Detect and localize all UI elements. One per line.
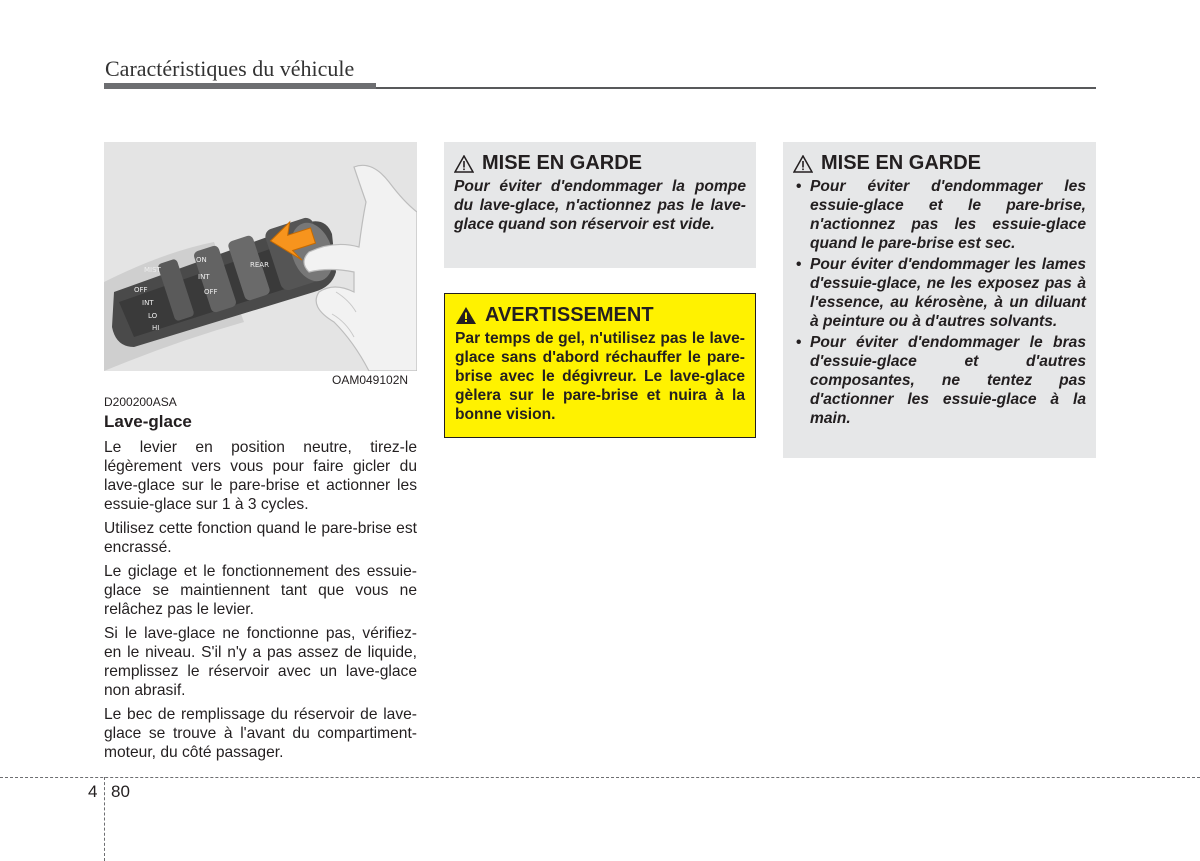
caution-title-row bbox=[793, 152, 1086, 175]
warning-text: Par temps de gel, n'utilisez pas le lave-glace sans d'abord réchauffer le pare-brise avec le dégivreur. Le lave-glace gèlera sur le pare-brise et nuira à la bonne vision. bbox=[455, 330, 745, 423]
warning-triangle-icon bbox=[793, 155, 813, 173]
label-int-2: INT bbox=[198, 273, 210, 281]
caution-title: MISE EN GARDE bbox=[482, 152, 643, 174]
warning-title: AVERTISSEMENT bbox=[485, 304, 654, 326]
label-on: ON bbox=[196, 256, 207, 264]
caution-box bbox=[444, 142, 756, 268]
wiper-lever-illustration bbox=[104, 142, 417, 371]
label-int: INT bbox=[142, 299, 154, 307]
caution-list bbox=[793, 177, 1086, 428]
label-hi: HI bbox=[152, 324, 160, 332]
label-off-2: OFF bbox=[204, 288, 218, 296]
page-number: 80 bbox=[111, 782, 130, 801]
list-item: • Pour éviter d'endommager les lames d'essuie-glace, ne les exposez pas à l'essence, au kérosène, à un diluant à peinture ou à d'autres solvants. bbox=[793, 255, 1086, 331]
warning-triangle-icon bbox=[454, 155, 474, 173]
header-rule-thin bbox=[376, 87, 1096, 89]
paragraph: Utilisez cette fonction quand le pare-brise est encrassé. bbox=[104, 520, 417, 556]
warning-triangle-icon bbox=[455, 306, 477, 325]
illustration-code: OAM049102N bbox=[332, 373, 409, 387]
header-title: Caractéristiques du véhicule bbox=[105, 56, 355, 81]
warning-box bbox=[444, 293, 756, 438]
caution-title: MISE EN GARDE bbox=[821, 152, 982, 174]
label-mist: MIST bbox=[144, 266, 161, 274]
paragraph: Le giclage et le fonctionnement des essuie-glace se maintiennent tant que vous ne relâchez pas le levier. bbox=[104, 563, 417, 618]
label-off: OFF bbox=[134, 286, 148, 294]
list-item: • Pour éviter d'endommager le bras d'essuie-glace et d'autres composantes, ne tentez pas d'actionner les essuie-glace à la main. bbox=[793, 333, 1086, 428]
section-heading: Lave-glace bbox=[104, 412, 192, 431]
chapter-number: 4 bbox=[88, 782, 98, 801]
paragraph: Si le lave-glace ne fonctionne pas, vérifiez-en le niveau. S'il n'y a pas assez de liquide, remplissez le réservoir avec un lave-glace non abrasif. bbox=[104, 625, 417, 699]
paragraph: Le levier en position neutre, tirez-le légèrement vers vous pour faire gicler du lave-glace sur le pare-brise et actionner les essuie-glace sur 1 à 3 cycles. bbox=[104, 439, 417, 513]
footer-vertical-divider bbox=[104, 777, 105, 861]
body-text bbox=[104, 438, 417, 767]
caution-text: Pour éviter d'endommager la pompe du lave-glace, n'actionnez pas le lave-glace quand son réservoir est vide. bbox=[454, 178, 746, 233]
label-lo: LO bbox=[148, 312, 158, 320]
paragraph: Le bec de remplissage du réservoir de lave-glace se trouve à l'avant du compartiment-moteur, du côté passager. bbox=[104, 706, 417, 761]
caution-title-row bbox=[454, 152, 746, 175]
warning-title-row bbox=[455, 304, 745, 327]
list-item: • Pour éviter d'endommager les essuie-glace et le pare-brise, n'actionnez pas les essuie-glace quand le pare-brise est sec. bbox=[793, 177, 1086, 253]
caution-box-2 bbox=[783, 142, 1096, 458]
section-code: D200200ASA bbox=[104, 395, 177, 409]
wiper-lever-drawing bbox=[104, 142, 417, 371]
header-rule bbox=[104, 83, 376, 89]
label-rear: REAR bbox=[250, 261, 269, 269]
footer-divider bbox=[0, 777, 1200, 778]
